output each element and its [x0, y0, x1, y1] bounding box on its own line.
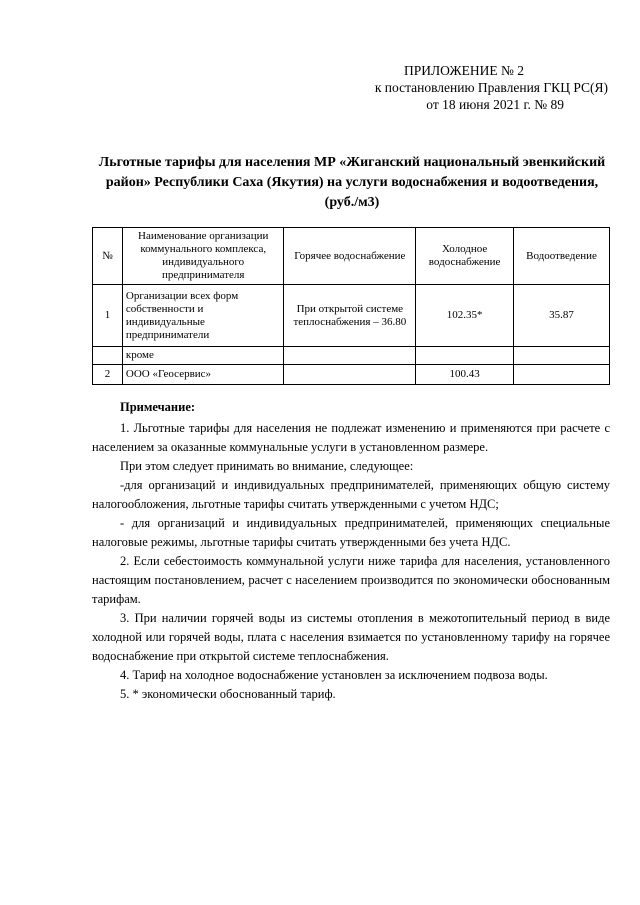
table-row	[93, 285, 610, 347]
row-organization: кроме	[122, 347, 284, 365]
row-drainage: 35.87	[514, 285, 610, 347]
appendix-date: от 18 июня 2021 г. № 89	[426, 97, 564, 112]
notes-section	[92, 398, 610, 704]
appendix-resolution: к постановлению Правления ГКЦ РС(Я)	[374, 80, 608, 95]
note-paragraph: При этом следует принимать во внимание, следующее:	[120, 459, 414, 473]
row-organization: ООО «Геосервис»	[122, 365, 284, 385]
note-paragraph: 1. Льготные тарифы для населения не подлежат изменению и применяются при расчете с населением за оказанные коммунальные услуги в установленном размере.	[92, 421, 610, 454]
note-paragraph: 2. Если себестоимость коммунальной услуги ниже тарифа для населения, установленного настоящим постановлением, расчет с населением производится по экономически обоснованным тарифам.	[92, 554, 610, 606]
row-number: 1	[93, 285, 123, 347]
row-cold-water	[416, 347, 514, 365]
document-title: Льготные тарифы для населения МР «Жиганский национальный эвенкийский район» Республики Саха (Якутия) на услуги водоснабжения и водоотведения, (руб./м3)	[98, 155, 606, 210]
table-header-row	[93, 228, 610, 285]
row-organization: Организации всех форм собственности и индивидуальные предприниматели	[122, 285, 284, 347]
note-paragraph: - для организаций и индивидуальных предпринимателей, применяющих специальные налоговые режимы, льготные тарифы считать утвержденными без учета НДС.	[92, 516, 610, 549]
row-drainage	[514, 347, 610, 365]
row-number: 2	[93, 365, 123, 385]
appendix-number: ПРИЛОЖЕНИЕ № 2	[403, 63, 524, 78]
note-paragraph: 5. * экономически обоснованный тариф.	[120, 687, 336, 701]
row-hot-water: При открытой системе теплоснабжения – 36.80	[284, 285, 416, 347]
table-row	[93, 365, 610, 385]
row-number	[93, 347, 123, 365]
notes-heading: Примечание:	[120, 400, 196, 414]
appendix-header	[308, 62, 608, 113]
header-number: №	[93, 228, 123, 285]
note-paragraph: 4. Тариф на холодное водоснабжение установлен за исключением подвоза воды.	[120, 668, 548, 682]
tariff-table	[92, 227, 610, 385]
header-cold-water: Холодное водоснабжение	[416, 228, 514, 285]
row-drainage	[514, 365, 610, 385]
row-hot-water	[284, 365, 416, 385]
row-hot-water	[284, 347, 416, 365]
row-cold-water: 102.35*	[416, 285, 514, 347]
table-row	[93, 347, 610, 365]
header-organization: Наименование организации коммунального комплекса, индивидуального предпринимателя	[122, 228, 284, 285]
note-paragraph: -для организаций и индивидуальных предпринимателей, применяющих общую систему налогообложения, льготные тарифы считать утвержденными с учетом НДС;	[92, 478, 610, 511]
header-drainage: Водоотведение	[514, 228, 610, 285]
header-hot-water: Горячее водоснабжение	[284, 228, 416, 285]
note-paragraph: 3. При наличии горячей воды из системы отопления в межотопительный период в виде холодной или горячей воды, плата с населения взимается по установленному тарифу на горячее водоснабжение при открытой системе теплоснабжения.	[92, 611, 610, 663]
row-cold-water: 100.43	[416, 365, 514, 385]
